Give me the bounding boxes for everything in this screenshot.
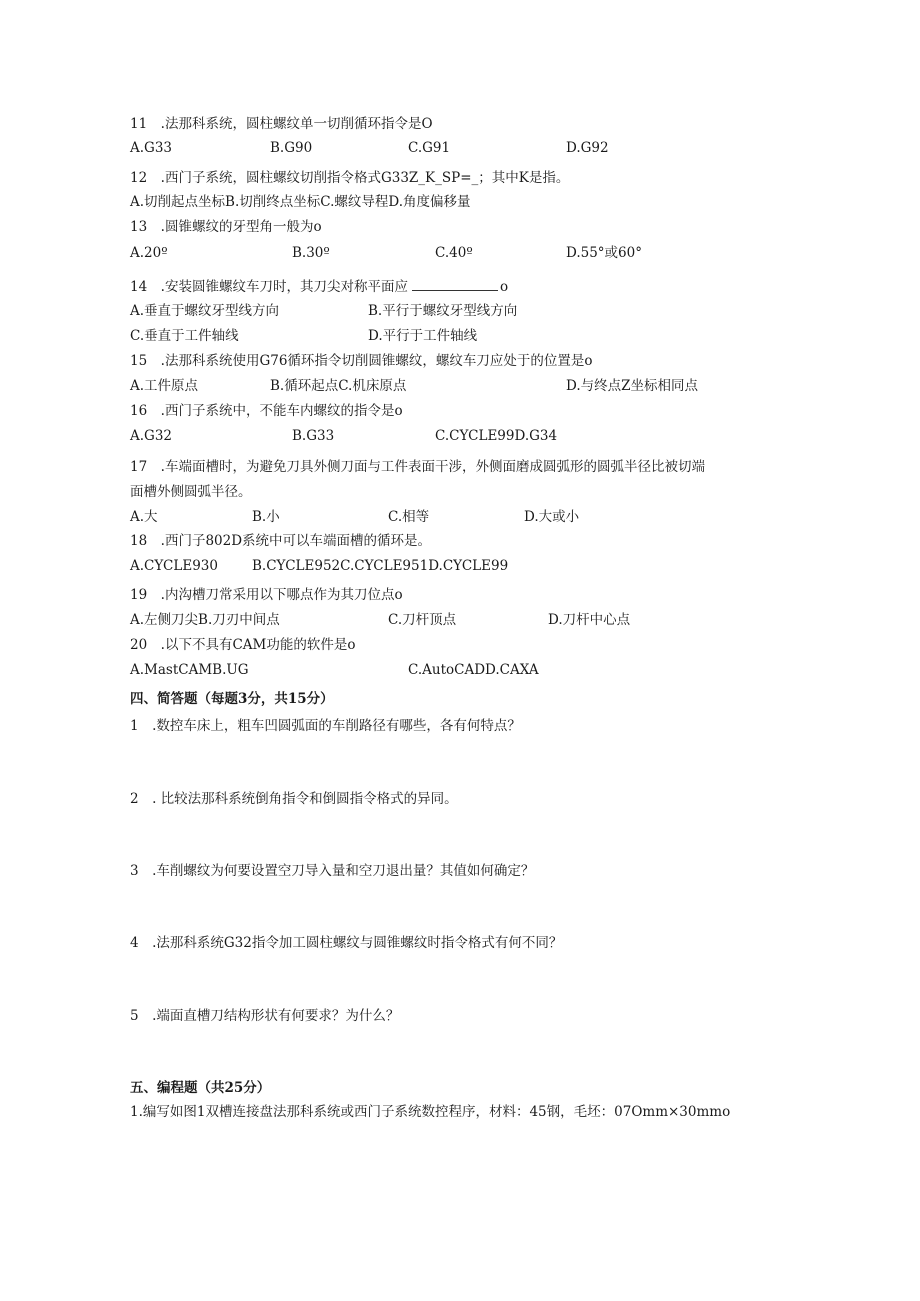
section-heading-programming: 五、编程题（共25分） bbox=[130, 1080, 271, 1096]
short-answer-question: 3 .车削螺纹为何要设置空刀导入量和空刀退出量？其值如何确定？ bbox=[130, 863, 535, 879]
q19-option-c: C.刀杆顶点 bbox=[388, 612, 457, 628]
q13-option-b: B.30º bbox=[292, 245, 330, 261]
q11-option-d: D.G92 bbox=[566, 140, 609, 156]
short-answer-question: 4 .法那科系统G32指令加工圆柱螺纹与圆锥螺纹时指令格式有何不同？ bbox=[130, 935, 563, 951]
q20-option-ab: A.MastCAMB.UG bbox=[130, 662, 249, 678]
q17-option-d: D.大或小 bbox=[524, 509, 580, 525]
question-11-stem: 11 .法那科系统，圆柱螺纹单一切削循环指令是O bbox=[130, 116, 433, 132]
question-14-stem-line bbox=[130, 280, 508, 295]
question-18-stem: 18 .西门子802D系统中可以车端面槽的循环是。 bbox=[130, 533, 432, 549]
q19-option-ab: A.左侧刀尖B.刀刃中间点 bbox=[130, 612, 280, 628]
question-20-stem: 20 .以下不具有CAM功能的软件是o bbox=[130, 637, 356, 653]
q13-option-d: D.55°或60° bbox=[566, 245, 642, 261]
question-15-stem: 15 .法那科系统使用G76循环指令切削圆锥螺纹，螺纹车刀应处于的位置是o bbox=[130, 353, 593, 369]
question-14-stem-end: o bbox=[499, 279, 509, 295]
question-19-stem: 19 .内沟槽刀常采用以下哪点作为其刀位点o bbox=[130, 587, 403, 603]
q14-option-b: B.平行于螺纹牙型线方向 bbox=[368, 303, 518, 319]
short-answer-question: 5 .端面直槽刀结构形状有何要求？为什么？ bbox=[130, 1008, 400, 1024]
q18-option-bcd: B.CYCLE952C.CYCLE951D.CYCLE99 bbox=[252, 558, 509, 574]
question-12-stem: 12 .西门子系统，圆柱螺纹切削指令格式G33Z_K_SP=_；其中K是指。 bbox=[130, 170, 570, 186]
question-17-stem-cont: 面槽外侧圆弧半径。 bbox=[130, 484, 252, 500]
q15-option-a: A.工件原点 bbox=[130, 378, 199, 394]
q17-option-b: B.小 bbox=[252, 509, 280, 525]
q14-option-c: C.垂直于工件轴线 bbox=[130, 328, 239, 344]
q11-option-a: A.G33 bbox=[130, 140, 173, 156]
q12-options: A.切削起点坐标B.切削终点坐标C.螺纹导程D.角度偏移量 bbox=[130, 194, 471, 210]
q16-option-cd: C.CYCLE99D.G34 bbox=[435, 428, 558, 444]
question-16-stem: 16 .西门子系统中，不能车内螺纹的指令是o bbox=[130, 403, 403, 419]
q16-option-b: B.G33 bbox=[292, 428, 335, 444]
short-answer-question: 1 .数控车床上，粗车凹圆弧面的车削路径有哪些，各有何特点？ bbox=[130, 718, 521, 734]
q14-option-a: A.垂直于螺纹牙型线方向 bbox=[130, 303, 280, 319]
q13-option-a: A.20º bbox=[130, 245, 168, 261]
q16-option-a: A.G32 bbox=[130, 428, 173, 444]
q14-option-d: D.平行于工件轴线 bbox=[368, 328, 478, 344]
answer-blank bbox=[412, 280, 498, 291]
question-13-stem: 13 .圆锥螺纹的牙型角一般为o bbox=[130, 219, 322, 235]
question-17-stem: 17 .车端面槽时，为避免刀具外侧刀面与工件表面干涉，外侧面磨成圆弧形的圆弧半径比被切端 bbox=[130, 459, 705, 475]
q20-option-cd: C.AutoCADD.CAXA bbox=[408, 662, 539, 678]
q15-option-d: D.与终点Z坐标相同点 bbox=[566, 378, 699, 394]
section-heading-short-answer: 四、简答题（每题3分，共15分） bbox=[130, 691, 334, 707]
q17-option-a: A.大 bbox=[130, 509, 158, 525]
programming-question-1: 1.编写如图1双槽连接盘法那科系统或西门子系统数控程序，材料：45钢，毛坯：07Omm×30mmo bbox=[130, 1104, 731, 1120]
q18-option-a: A.CYCLE930 bbox=[130, 558, 218, 574]
q19-option-d: D.刀杆中心点 bbox=[548, 612, 631, 628]
question-14-stem: 14 .安装圆锥螺纹车刀时，其刀尖对称平面应 bbox=[130, 279, 408, 295]
q13-option-c: C.40º bbox=[435, 245, 473, 261]
q11-option-c: C.G91 bbox=[408, 140, 451, 156]
short-answer-question: 2 . 比较法那科系统倒角指令和倒圆指令格式的异同。 bbox=[130, 791, 458, 807]
q11-option-b: B.G90 bbox=[270, 140, 313, 156]
q17-option-c: C.相等 bbox=[388, 509, 430, 525]
q15-option-bc: B.循环起点C.机床原点 bbox=[270, 378, 407, 394]
